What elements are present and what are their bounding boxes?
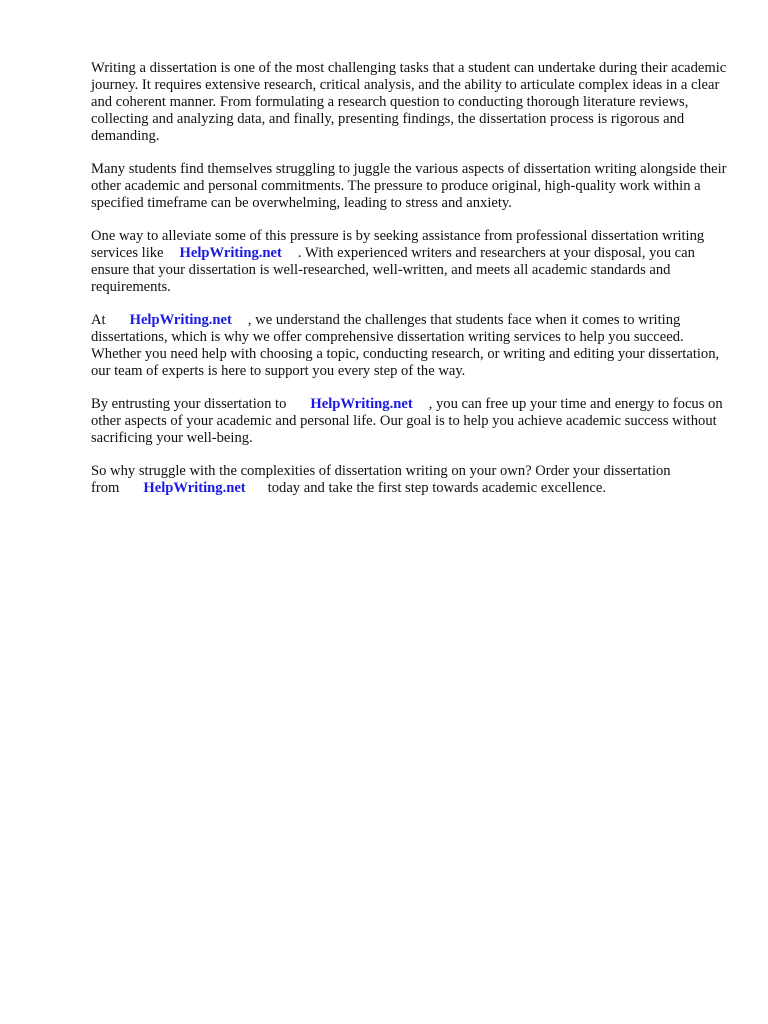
helpwriting-link-1[interactable]: HelpWriting.net — [179, 245, 282, 261]
paragraph-struggle — [91, 161, 728, 212]
paragraph-intro-text: Writing a dissertation is one of the most challenging tasks that a student can undertake during their academic journey. It requires extensive research, critical analysis, and the ability to articulate complex ideas in a clear and coherent manner. From formulating a research question to conducting thorough literature reviews, collecting and analyzing data, and finally, presenting findings, the dissertation process is rigorous and demanding. — [91, 60, 727, 144]
paragraph-intro — [91, 60, 728, 145]
paragraph-entrust — [91, 396, 728, 447]
paragraph-about-text-after: , we understand the challenges that students face when it comes to writing dissertations, which is why we offer comprehensive dissertation writing services to help you succeed. Whether you need help with choosing a topic, conducting research, or writing and editing your dissertation, our team of experts is here to support you every step of the way. — [91, 312, 720, 379]
paragraph-about-text-before: At — [91, 312, 106, 328]
paragraph-entrust-text-before: By entrusting your dissertation to — [91, 396, 287, 412]
paragraph-assistance-text-before: One way to alleviate some of this pressure is by seeking assistance from professional dissertation writing services like — [91, 228, 705, 261]
paragraph-closing — [91, 463, 728, 497]
paragraph-assistance-text-after: . With experienced writers and researchers at your disposal, you can ensure that your dissertation is well-researched, well-written, and meets all academic standards and requirements. — [91, 245, 695, 295]
helpwriting-link-2[interactable]: HelpWriting.net — [129, 312, 232, 328]
paragraph-assistance — [91, 228, 728, 296]
paragraph-closing-text-before: So why struggle with the complexities of dissertation writing on your own? Order your dissertation from — [91, 463, 671, 496]
helpwriting-link-4[interactable]: HelpWriting.net — [143, 480, 246, 496]
paragraph-struggle-text: Many students find themselves struggling to juggle the various aspects of dissertation writing alongside their other academic and personal commitments. The pressure to produce original, high-quality work within a specified timeframe can be overwhelming, leading to stress and anxiety. — [91, 161, 727, 211]
paragraph-about — [91, 312, 728, 380]
paragraph-closing-text-after: today and take the first step towards academic excellence. — [267, 480, 607, 496]
paragraph-entrust-text-after: , you can free up your time and energy to focus on other aspects of your academic and personal life. Our goal is to help you achieve academic success without sacrificing your well-being. — [91, 396, 723, 446]
helpwriting-link-3[interactable]: HelpWriting.net — [310, 396, 413, 412]
